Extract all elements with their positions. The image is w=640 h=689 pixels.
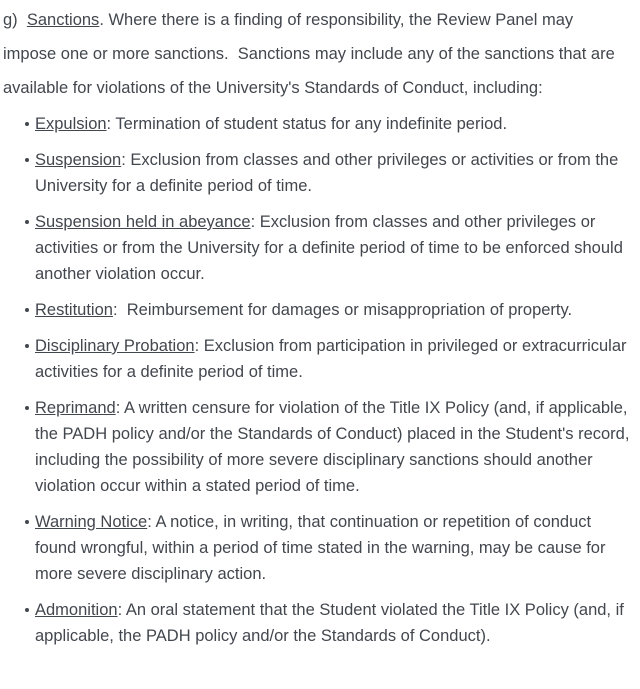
sanction-description: : An oral statement that the Student violated the Title IX Policy (and, if applicable, the PADH policy and/or the Standards of Conduct). — [35, 601, 629, 645]
sanction-list-item — [35, 297, 630, 323]
sanctions-list — [3, 111, 635, 649]
sanction-term: Suspension — [35, 151, 122, 169]
clause-letter: g) — [3, 11, 27, 29]
sanction-description: : Exclusion from participation in privileged or extracurricular activities for a definite period of time. — [35, 337, 632, 381]
sanction-list-item — [35, 111, 630, 137]
sanction-list-item — [35, 509, 630, 587]
sanction-list-item — [35, 333, 630, 385]
sanction-list-item — [35, 597, 630, 649]
sanction-term: Warning Notice — [35, 513, 148, 531]
sanction-description: : Exclusion from classes and other privileges or activities or from the University for a definite period of time. — [35, 151, 623, 195]
sanction-description: : Exclusion from classes and other privileges or activities or from the University for a definite period of time to be enforced should another violation occur. — [35, 213, 628, 283]
bullet-icon — [25, 122, 29, 126]
sanction-description: : Termination of student status for any indefinite period. — [106, 115, 508, 133]
intro-text: . Where there is a finding of responsibility, the Review Panel may impose one or more sanctions. Sanctions may include any of the sanctions that are available for violations of the University's Standards of Conduct, including: — [3, 11, 620, 97]
section-term: Sanctions — [26, 11, 100, 29]
bullet-icon — [25, 520, 29, 524]
bullet-icon — [25, 220, 29, 224]
sanction-list-item — [35, 209, 630, 287]
sanction-list-item — [35, 147, 630, 199]
bullet-icon — [25, 344, 29, 348]
sanction-description: : A written censure for violation of the Title IX Policy (and, if applicable, the PADH policy and/or the Standards of Conduct) placed in the Student's record, including the possibility of more severe disciplinary sanctions should another violation occur within a stated period of time. — [35, 399, 635, 495]
sanction-term: Suspension held in abeyance — [35, 213, 251, 231]
sanction-list-item — [35, 395, 635, 499]
bullet-icon — [25, 608, 29, 612]
bullet-icon — [25, 406, 29, 410]
sanction-description: : Reimbursement for damages or misappropriation of property. — [112, 301, 573, 319]
bullet-icon — [25, 308, 29, 312]
sanction-term: Restitution — [35, 301, 113, 319]
sanction-description: : A notice, in writing, that continuation or repetition of conduct found wrongful, within a period of time stated in the warning, may be cause for more severe disciplinary action. — [35, 513, 611, 583]
sanction-term: Admonition — [35, 601, 118, 619]
sanction-term: Disciplinary Probation — [35, 337, 195, 355]
sanction-term: Expulsion — [35, 115, 107, 133]
bullet-icon — [25, 158, 29, 162]
intro-paragraph — [3, 3, 630, 105]
sanction-term: Reprimand — [35, 399, 116, 417]
